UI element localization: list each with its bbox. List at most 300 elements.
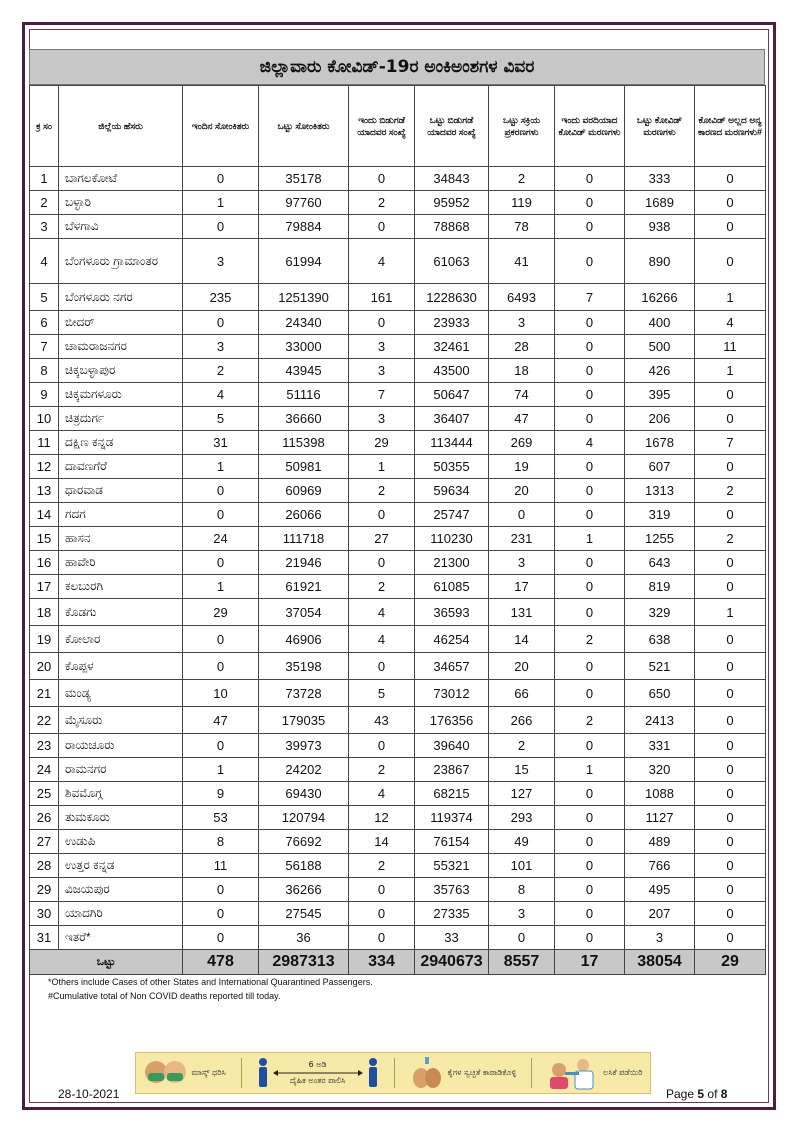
table-cell: 7 [695,431,766,455]
table-cell: 35178 [259,167,349,191]
vaccination-icon [547,1056,599,1090]
table-cell: 61994 [259,239,349,284]
table-cell: 333 [625,167,695,191]
district-name: ಕೋಲಾರ [59,626,183,653]
table-cell: 0 [555,680,625,707]
table-cell: 161 [349,284,415,311]
table-cell: 766 [625,854,695,878]
table-row [30,503,766,527]
table-cell: 4 [555,431,625,455]
table-cell: 0 [349,311,415,335]
district-name: ಬಾಗಲಕೋಟೆ [59,167,183,191]
table-cell: 101 [489,854,555,878]
district-name: ಹಾವೇರಿ [59,551,183,575]
table-cell: 29 [183,599,259,626]
table-cell: 0 [183,626,259,653]
table-cell: 11 [695,335,766,359]
table-cell: 0 [555,902,625,926]
district-name: ಉತ್ತರ ಕನ್ನಡ [59,854,183,878]
table-cell: 14 [349,830,415,854]
table-cell: 0 [489,926,555,950]
table-cell: 0 [695,734,766,758]
mask-segment [143,1056,225,1090]
footnote-non-covid: #Cumulative total of Non COVID deaths reported till today. [48,991,281,1001]
table-cell: 0 [695,878,766,902]
table-cell: 27 [349,527,415,551]
serial-number: 9 [30,383,59,407]
serial-number: 5 [30,284,59,311]
table-cell: 0 [695,215,766,239]
covid-stats-table [29,85,766,975]
table-cell: 3 [349,407,415,431]
table-cell: 0 [695,680,766,707]
table-cell: 49 [489,830,555,854]
serial-number: 28 [30,854,59,878]
table-cell: 0 [695,551,766,575]
district-name: ಮಂಡ್ಯ [59,680,183,707]
table-cell: 0 [555,782,625,806]
page-of: of [707,1087,718,1101]
district-name: ಬಳ್ಳಾರಿ [59,191,183,215]
table-cell: 0 [695,707,766,734]
table-row [30,239,766,284]
table-cell: 53 [183,806,259,830]
table-cell: 4 [349,782,415,806]
table-cell: 34843 [415,167,489,191]
table-cell: 36660 [259,407,349,431]
table-cell: 0 [183,551,259,575]
table-cell: 0 [555,455,625,479]
table-cell: 43 [349,707,415,734]
table-cell: 3 [489,311,555,335]
serial-number: 14 [30,503,59,527]
table-cell: 1 [183,575,259,599]
mask-label: ಮಾಸ್ಕ್ ಧರಿಸಿ [191,1068,226,1077]
serial-number: 22 [30,707,59,734]
table-row [30,359,766,383]
table-cell: 7 [349,383,415,407]
table-cell: 66 [489,680,555,707]
table-cell: 9 [183,782,259,806]
table-cell: 27335 [415,902,489,926]
table-cell: 50981 [259,455,349,479]
table-cell: 0 [555,575,625,599]
table-cell: 0 [183,503,259,527]
table-cell: 4 [349,626,415,653]
table-cell: 231 [489,527,555,551]
district-name: ತುಮಕೂರು [59,806,183,830]
table-row [30,599,766,626]
table-cell: 0 [349,902,415,926]
table-cell: 46254 [415,626,489,653]
table-cell: 73012 [415,680,489,707]
table-cell: 0 [695,830,766,854]
header-total-infected: ಒಟ್ಟು ಸೋಂಕಿತರು [259,86,349,167]
table-cell: 0 [695,239,766,284]
table-cell: 15 [489,758,555,782]
table-cell: 1088 [625,782,695,806]
table-cell: 97760 [259,191,349,215]
table-cell: 36266 [259,878,349,902]
table-cell: 78 [489,215,555,239]
table-cell: 29 [349,431,415,455]
table-cell: 320 [625,758,695,782]
table-cell: 12 [349,806,415,830]
table-cell: 33 [415,926,489,950]
header-today-deaths: ಇಂದು ವರದಿಯಾದ ಕೋವಿಡ್ ಮರಣಗಳು [555,86,625,167]
district-name: ಗದಗ [59,503,183,527]
table-cell: 0 [555,335,625,359]
table-cell: 0 [349,167,415,191]
district-name: ದಕ್ಷಿಣ ಕನ್ನಡ [59,431,183,455]
table-cell: 3 [349,335,415,359]
table-cell: 39973 [259,734,349,758]
table-cell: 521 [625,653,695,680]
total-cell: 2987313 [259,950,349,975]
district-name: ಕಲಬುರಗಿ [59,575,183,599]
table-cell: 61063 [415,239,489,284]
table-cell: 32461 [415,335,489,359]
table-cell: 0 [555,359,625,383]
table-row [30,575,766,599]
table-row [30,878,766,902]
page-indicator [666,1087,727,1101]
serial-number: 15 [30,527,59,551]
table-cell: 24340 [259,311,349,335]
table-cell: 0 [555,167,625,191]
table-cell: 1 [183,758,259,782]
header-non-covid-deaths: ಕೋವಿಡ್ ಅಲ್ಲದ ಅನ್ಯ ಕಾರಣದ ಮರಣಗಳು# [695,86,766,167]
serial-number: 10 [30,407,59,431]
serial-number: 20 [30,653,59,680]
table-cell: 0 [695,383,766,407]
table-cell: 3 [489,902,555,926]
table-cell: 79884 [259,215,349,239]
table-cell: 0 [183,734,259,758]
table-cell: 127 [489,782,555,806]
serial-number: 12 [30,455,59,479]
serial-number: 19 [30,626,59,653]
table-cell: 0 [183,215,259,239]
table-cell: 0 [183,926,259,950]
table-cell: 28 [489,335,555,359]
district-name: ಯಾದಗಿರಿ [59,902,183,926]
table-cell: 3 [183,335,259,359]
table-cell: 0 [555,878,625,902]
district-name: ಉಡುಪಿ [59,830,183,854]
table-cell: 7 [555,284,625,311]
table-cell: 0 [695,626,766,653]
table-cell: 0 [349,653,415,680]
total-cell: 2940673 [415,950,489,975]
table-cell: 0 [489,503,555,527]
table-cell: 14 [489,626,555,653]
table-row [30,167,766,191]
table-cell: 426 [625,359,695,383]
table-cell: 24 [183,527,259,551]
banner-divider [394,1058,395,1088]
table-cell: 0 [695,167,766,191]
table-row [30,854,766,878]
table-row [30,806,766,830]
table-cell: 24202 [259,758,349,782]
vaccine-label: ಲಸಿಕೆ ಪಡೆಯಿರಿ [603,1068,643,1077]
hands-segment [410,1056,517,1090]
table-row [30,431,766,455]
table-row [30,455,766,479]
table-cell: 1 [349,455,415,479]
table-cell: 0 [695,902,766,926]
table-cell: 0 [349,551,415,575]
serial-number: 31 [30,926,59,950]
table-cell: 6493 [489,284,555,311]
table-cell: 18 [489,359,555,383]
table-cell: 2 [489,167,555,191]
table-row [30,311,766,335]
table-cell: 2 [349,575,415,599]
serial-number: 24 [30,758,59,782]
table-cell: 0 [555,806,625,830]
total-row [30,950,766,975]
table-cell: 69430 [259,782,349,806]
person-icon [367,1057,379,1089]
table-cell: 68215 [415,782,489,806]
header-serial: ಕ್ರ ಸಂ [30,86,59,167]
table-cell: 0 [349,878,415,902]
table-cell: 50355 [415,455,489,479]
header-row [30,86,766,167]
table-row [30,551,766,575]
table-cell: 1 [183,455,259,479]
table-row [30,215,766,239]
banner-divider [531,1058,532,1088]
table-cell: 0 [555,854,625,878]
table-cell: 2 [695,527,766,551]
table-cell: 293 [489,806,555,830]
header-district: ಜಿಲ್ಲೆಯ ಹೆಸರು [59,86,183,167]
table-cell: 1251390 [259,284,349,311]
table-cell: 495 [625,878,695,902]
table-row [30,680,766,707]
header-today-infected: ಇಂದಿನ ಸೋಂಕಿತರು [183,86,259,167]
table-cell: 0 [183,653,259,680]
table-cell: 21300 [415,551,489,575]
table-title: ಜಿಲ್ಲಾವಾರು ಕೋವಿಡ್-19ರ ಅಂಕಿಅಂಶಗಳ ವಿವರ [29,49,765,85]
table-cell: 176356 [415,707,489,734]
table-row [30,707,766,734]
serial-number: 17 [30,575,59,599]
table-cell: 0 [555,407,625,431]
table-cell: 119 [489,191,555,215]
table-cell: 61921 [259,575,349,599]
table-cell: 76154 [415,830,489,854]
table-cell: 2 [349,854,415,878]
table-cell: 56188 [259,854,349,878]
table-cell: 113444 [415,431,489,455]
table-row [30,758,766,782]
covid-guidelines-banner [135,1052,651,1094]
table-cell: 11 [183,854,259,878]
table-cell: 0 [695,503,766,527]
table-cell: 3 [349,359,415,383]
table-cell: 76692 [259,830,349,854]
district-name: ಹಾಸನ [59,527,183,551]
table-cell: 41 [489,239,555,284]
table-cell: 20 [489,479,555,503]
table-cell: 0 [555,383,625,407]
table-cell: 0 [555,311,625,335]
table-cell: 36 [259,926,349,950]
table-cell: 2413 [625,707,695,734]
table-cell: 74 [489,383,555,407]
table-cell: 0 [183,479,259,503]
table-cell: 331 [625,734,695,758]
table-cell: 19 [489,455,555,479]
serial-number: 13 [30,479,59,503]
serial-number: 25 [30,782,59,806]
table-row [30,284,766,311]
table-cell: 819 [625,575,695,599]
table-cell: 0 [555,551,625,575]
district-name: ಇತರೆ* [59,926,183,950]
table-cell: 131 [489,599,555,626]
table-cell: 2 [349,191,415,215]
table-cell: 10 [183,680,259,707]
table-cell: 319 [625,503,695,527]
serial-number: 26 [30,806,59,830]
table-row [30,782,766,806]
table-cell: 0 [695,407,766,431]
table-row [30,902,766,926]
header-total-discharged: ಒಟ್ಟು ಬಿಡುಗಡೆ ಯಾದವರ ಸಂಖ್ಯೆ [415,86,489,167]
header-today-discharged: ಇಂದು ಬಿಡುಗಡೆ ಯಾದವರ ಸಂಖ್ಯೆ [349,86,415,167]
table-cell: 2 [349,758,415,782]
table-cell: 0 [183,167,259,191]
table-cell: 1678 [625,431,695,455]
serial-number: 18 [30,599,59,626]
table-cell: 0 [695,926,766,950]
page-total: 8 [720,1087,728,1101]
table-cell: 2 [183,359,259,383]
table-cell: 0 [695,806,766,830]
table-cell: 115398 [259,431,349,455]
table-cell: 0 [555,599,625,626]
table-cell: 2 [695,479,766,503]
table-cell: 1 [695,284,766,311]
district-name: ಮೈಸೂರು [59,707,183,734]
table-cell: 0 [695,653,766,680]
total-cell: 38054 [625,950,695,975]
table-cell: 120794 [259,806,349,830]
table-cell: 0 [555,191,625,215]
serial-number: 23 [30,734,59,758]
serial-number: 2 [30,191,59,215]
serial-number: 11 [30,431,59,455]
table-cell: 39640 [415,734,489,758]
distance-info [273,1060,363,1086]
table-cell: 1127 [625,806,695,830]
table-cell: 0 [555,653,625,680]
distance-label: ದೈಹಿಕ ಅಂತರ ಪಾಲಿಸಿ [289,1076,346,1085]
table-cell: 179035 [259,707,349,734]
district-name: ಬೆಳಗಾವಿ [59,215,183,239]
district-name: ಚಿಕ್ಕಬಳ್ಳಾಪುರ [59,359,183,383]
table-cell: 2 [555,626,625,653]
table-cell: 47 [183,707,259,734]
table-cell: 269 [489,431,555,455]
district-name: ರಾಮನಗರ [59,758,183,782]
table-cell: 35763 [415,878,489,902]
table-row [30,407,766,431]
serial-number: 8 [30,359,59,383]
header-active-cases: ಒಟ್ಟು ಸಕ್ರಿಯ ಪ್ರಕರಣಗಳು [489,86,555,167]
table-cell: 8 [183,830,259,854]
table-cell: 0 [555,830,625,854]
serial-number: 4 [30,239,59,284]
district-name: ಕೊಪ್ಪಳ [59,653,183,680]
footnote-others: *Others include Cases of other States and International Quarantined Passengers. [48,977,373,987]
table-cell: 2 [555,707,625,734]
table-cell: 26066 [259,503,349,527]
table-cell: 110230 [415,527,489,551]
table-cell: 3 [489,551,555,575]
table-cell: 0 [555,215,625,239]
table-cell: 0 [695,575,766,599]
table-cell: 17 [489,575,555,599]
table-cell: 4 [183,383,259,407]
table-cell: 4 [695,311,766,335]
district-name: ಬೆಂಗಳೂರು ನಗರ [59,284,183,311]
serial-number: 30 [30,902,59,926]
table-cell: 0 [555,926,625,950]
table-cell: 5 [349,680,415,707]
table-row [30,653,766,680]
table-cell: 0 [695,191,766,215]
table-cell: 400 [625,311,695,335]
table-cell: 1255 [625,527,695,551]
district-name: ರಾಯಚೂರು [59,734,183,758]
table-cell: 235 [183,284,259,311]
table-cell: 0 [695,854,766,878]
table-row [30,335,766,359]
table-cell: 0 [349,503,415,527]
table-cell: 1 [555,527,625,551]
serial-number: 6 [30,311,59,335]
table-cell: 59634 [415,479,489,503]
district-name: ದಾವಣಗೆರೆ [59,455,183,479]
table-cell: 111718 [259,527,349,551]
table-cell: 938 [625,215,695,239]
table-cell: 1313 [625,479,695,503]
table-cell: 0 [695,758,766,782]
table-cell: 55321 [415,854,489,878]
table-cell: 27545 [259,902,349,926]
table-cell: 3 [625,926,695,950]
serial-number: 1 [30,167,59,191]
table-cell: 0 [555,503,625,527]
distance-segment [257,1057,379,1089]
table-row [30,479,766,503]
table-cell: 47 [489,407,555,431]
table-cell: 500 [625,335,695,359]
total-cell: 17 [555,950,625,975]
table-cell: 25747 [415,503,489,527]
table-cell: 2 [349,479,415,503]
table-cell: 31 [183,431,259,455]
hands-label: ಕೈಗಳ ಸ್ವಚ್ಛತೆ ಕಾಪಾಡಿಕೊಳ್ಳಿ [447,1068,517,1077]
total-cell: 29 [695,950,766,975]
table-cell: 8 [489,878,555,902]
